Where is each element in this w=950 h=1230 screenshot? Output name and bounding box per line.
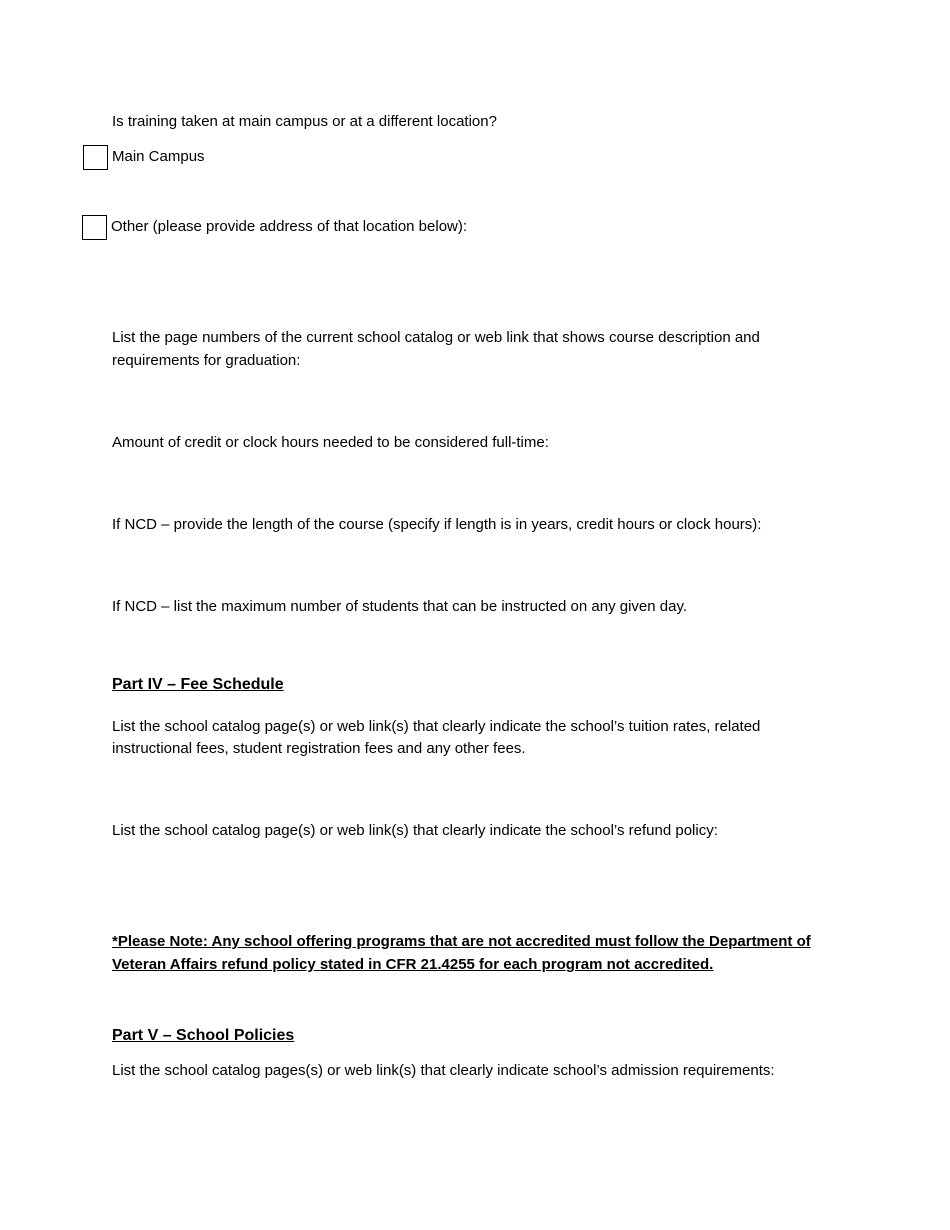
refund-policy-prompt: List the school catalog page(s) or web link(s) that clearly indicate the school’s refund policy: bbox=[112, 822, 718, 839]
campus-question: Is training taken at main campus or at a different location? bbox=[112, 113, 497, 130]
tuition-prompt-line1: List the school catalog page(s) or web link(s) that clearly indicate the school’s tuition rates, related bbox=[112, 718, 761, 735]
catalog-pages-prompt-line2: requirements for graduation: bbox=[112, 352, 301, 369]
main-campus-checkbox[interactable] bbox=[83, 145, 108, 170]
part-v-heading: Part V – School Policies bbox=[112, 1027, 295, 1044]
other-location-label: Other (please provide address of that location below): bbox=[111, 218, 468, 235]
ncd-length-prompt: If NCD – provide the length of the course (specify if length is in years, credit hours or clock hours): bbox=[112, 516, 762, 533]
full-time-hours-prompt: Amount of credit or clock hours needed to be considered full-time: bbox=[112, 434, 549, 451]
ncd-max-students-prompt: If NCD – list the maximum number of students that can be instructed on any given day. bbox=[112, 598, 688, 615]
accreditation-note-line2: Veteran Affairs refund policy stated in CFR 21.4255 for each program not accredited. bbox=[112, 956, 714, 973]
tuition-prompt-line2: instructional fees, student registration fees and any other fees. bbox=[112, 740, 526, 757]
accreditation-note-line1: *Please Note: Any school offering programs that are not accredited must follow the Department of bbox=[112, 933, 811, 950]
other-location-checkbox[interactable] bbox=[82, 215, 107, 240]
catalog-pages-prompt-line1: List the page numbers of the current school catalog or web link that shows course description and bbox=[112, 329, 760, 346]
main-campus-label: Main Campus bbox=[112, 148, 205, 165]
part-iv-heading: Part IV – Fee Schedule bbox=[112, 676, 284, 693]
admission-requirements-prompt: List the school catalog pages(s) or web link(s) that clearly indicate school’s admission requirements: bbox=[112, 1062, 775, 1079]
